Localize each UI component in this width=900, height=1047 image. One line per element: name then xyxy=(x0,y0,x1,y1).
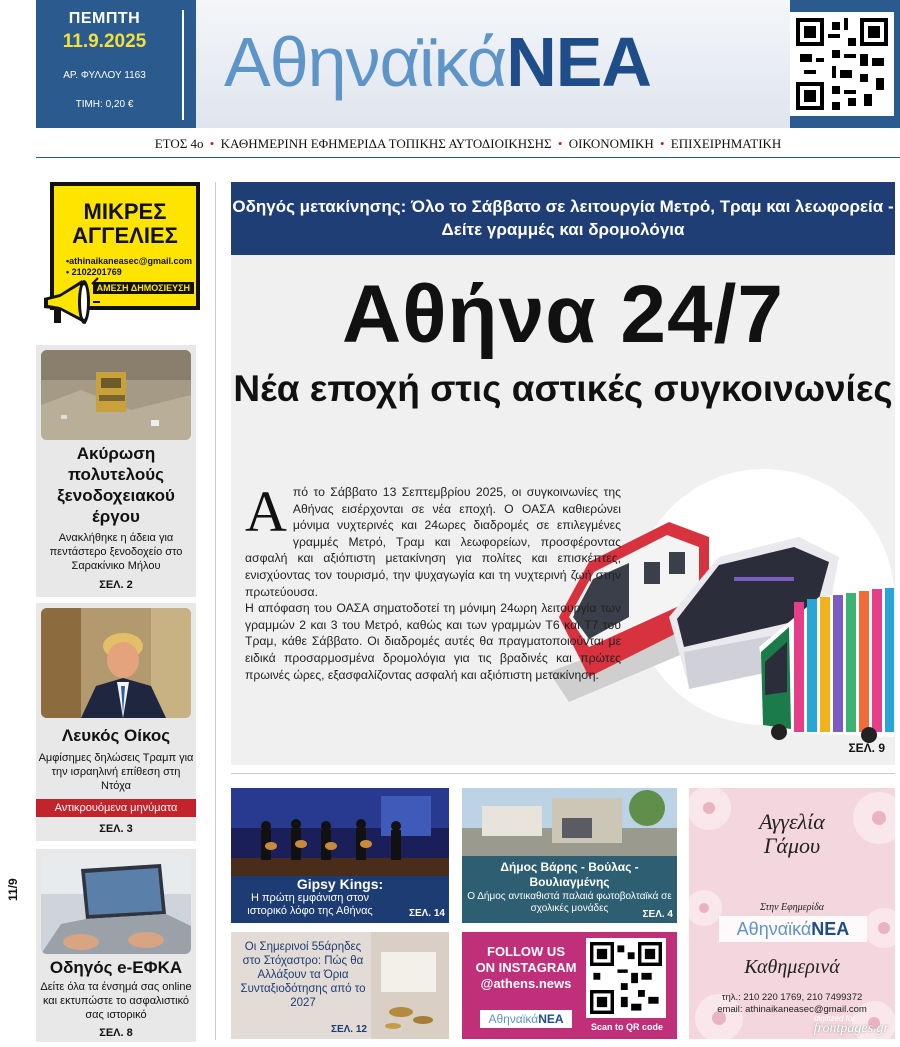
newspaper-logo[interactable] xyxy=(224,22,651,102)
wedding-logo xyxy=(719,916,867,942)
coins-photo xyxy=(371,932,449,1039)
wedding-email[interactable]: email: athinaikaneasec@gmail.com xyxy=(717,1004,867,1015)
lead-page: ΣΕΛ. 9 xyxy=(848,741,885,755)
pensions-text: Οι Σημερινοί 55άρηδες στο Στόχαστρο: Πώς θα Αλλάξουν τα Όρια Συνταξιοδότησης από το 2027 xyxy=(240,941,366,1009)
lead-body xyxy=(245,479,621,683)
issue-price: ΤΙΜΗ: 0,20 € xyxy=(75,99,134,110)
subline-description: ΚΑΘΗΜΕΡΙΝΗ ΕΦΗΜΕΡΙΔΑ ΤΟΠΙΚΗΣ ΑΥΤΟΔΙΟΙΚΗΣΗΣ xyxy=(220,136,552,151)
barcode-spine xyxy=(2,878,32,988)
wedding-intro: Στην Εφημερίδα xyxy=(759,902,825,913)
pensions-page: ΣΕΛ. 12 xyxy=(330,1024,367,1035)
wedding-title: Αγγελία Γάμου xyxy=(759,809,825,858)
side-story-dek: Δείτε όλα τα ένσημά σας online και εκτυπώστε το ασφαλιστικό σας ιστορικό xyxy=(40,981,192,1021)
lead-paragraph-1: πό το Σάββατο 13 Σεπτεμβρίου 2025, οι συγκοινωνίες της Αθήνας εισέρχονται σε νέα εποχή. Ο ΟΑΣΑ καθιερώνει μόνιμα νυχτερινές και 24ωρες διαδρομές σε επιλεγμένες γραμμές Μετρό, Τραμ και λεωφορείων, προσφέροντας ασφαλή και αξιόπιστη μετακίνηση για πολίτες και επισκέπτες, ενισχύοντας τον τουρισμό, την ψυχαγωγία και τη νυχτερινή ζωή στην πρωτεύουσα. xyxy=(245,485,621,599)
classifieds-title xyxy=(54,200,196,248)
gipsy-title: Gipsy Kings: xyxy=(296,876,384,892)
side-story-white-house[interactable] xyxy=(36,603,196,841)
mini-logo-thin: Αθηναϊκά xyxy=(488,1012,539,1026)
side-story-page: ΣΕΛ. 2 xyxy=(99,579,133,591)
spine-date: 11/9 xyxy=(6,878,20,901)
side-story-efka[interactable] xyxy=(36,849,196,1042)
side-story-dek: Αμφίσημες δηλώσεις Τραμπ για την ισραηλινή επίθεση στη Ντόχα xyxy=(38,752,194,792)
issue-day: ΠΕΜΠΤΗ xyxy=(68,10,141,27)
wedding-logo-bold: ΝΕΑ xyxy=(811,919,850,939)
instagram-handle[interactable]: @athens.news xyxy=(480,976,572,991)
hotel-photo xyxy=(41,350,191,440)
subline-separator: • xyxy=(209,136,215,151)
gipsy-page: ΣΕΛ. 14 xyxy=(408,908,445,919)
column-divider xyxy=(215,182,216,1040)
classifieds-title-line2: ΑΓΓΕΛΙΕΣ xyxy=(72,223,178,248)
issue-number: ΑΡ. ΦΥΛΛΟΥ 1163 xyxy=(63,70,146,81)
classifieds-title-line1: ΜΙΚΡΕΣ xyxy=(83,199,167,224)
lead-title: Αθήνα 24/7 xyxy=(341,269,785,360)
solar-panels-photo xyxy=(462,788,677,856)
wedding-daily: Καθημερινά xyxy=(744,956,840,978)
subline-year: ΕΤΟΣ 4ο xyxy=(154,136,204,151)
side-story-page: ΣΕΛ. 3 xyxy=(99,823,133,835)
classifieds-box[interactable] xyxy=(40,182,202,332)
side-story-headline: Ακύρωση πολυτελούς ξενοδοχειακού έργου xyxy=(57,444,175,526)
trump-photo xyxy=(41,608,191,718)
instagram-text xyxy=(468,944,584,992)
logo-bold-part: ΝΕΑ xyxy=(506,23,651,101)
subline-separator: • xyxy=(557,136,563,151)
side-story-page: ΣΕΛ. 8 xyxy=(99,1027,133,1039)
wedding-phones: τηλ.: 210 220 1769, 210 7499372 xyxy=(721,992,863,1003)
qr-code-icon[interactable] xyxy=(790,12,894,116)
vari-title: Δήμος Βάρης - Βούλας - Βουλιαγμένης xyxy=(500,860,639,889)
instagram-promo[interactable] xyxy=(462,932,677,1039)
story-pensions[interactable] xyxy=(231,932,449,1039)
lead-dropcap: Α xyxy=(245,479,287,544)
wedding-logo-thin: Αθηναϊκά xyxy=(736,919,812,939)
lead-banner[interactable]: Οδηγός μετακίνησης: Όλο το Σάββατο σε λειτουργία Μετρό, Τραμ και λεωφορεία - Δείτε γραμμές και δρομολόγια xyxy=(231,182,895,255)
wedding-ad[interactable] xyxy=(689,788,895,1039)
instagram-scan-label: Scan to QR code xyxy=(590,1022,663,1032)
laptop-photo xyxy=(41,854,191,954)
side-story-headline: Οδηγός e-ΕΦΚΑ xyxy=(49,958,183,977)
classifieds-tag: ΑΜΕΣΗ ΔΗΜΟΣΙΕΥΣΗ xyxy=(93,282,194,294)
subline-separator: • xyxy=(659,136,665,151)
side-story-headline: Λευκός Οίκος xyxy=(61,726,171,745)
side-story-tag: Αντικρουόμενα μηνύματα xyxy=(36,799,196,817)
logo-thin-part: Αθηναϊκά xyxy=(224,23,507,101)
instagram-logo xyxy=(480,1010,572,1028)
section-divider xyxy=(231,773,895,774)
side-story-dek: Ανακλήθηκε η άδεια για πεντάστερο ξενοδοχείο στο Σαρακίνικο Μήλου xyxy=(49,532,183,572)
side-story-hotel[interactable] xyxy=(36,345,196,597)
masthead-divider xyxy=(182,10,184,120)
subline-economic: ΟΙΚΟΝΟΜΙΚΗ xyxy=(568,136,654,151)
instagram-qr-icon[interactable] xyxy=(586,938,666,1018)
subline-business: ΕΠΙΧΕΙΡΗΜΑΤΙΚΗ xyxy=(670,136,782,151)
story-vari-voula[interactable] xyxy=(462,788,677,923)
classifieds-email: •athinaikaneasec@gmail.com xyxy=(66,256,192,266)
lead-paragraph-2: Η απόφαση του ΟΑΣΑ σηματοδοτεί τη μόνιμη 24ωρη λειτουργία των γραμμών 2 και 3 του Μετρό, καθώς και των γραμμών Τ6 και Τ7 του Τραμ, κάθε Σάββατο. Οι διαδρομές αυτές θα πραγματοποιούνται με ειδικά προσαρμοσμένα δρομολόγια για τις βραδινές και πρώτες πρωινές ώρες, εξασφαλίζοντας ασφαλή και αξιόπιστη μετακίνηση. xyxy=(245,601,621,682)
vari-page: ΣΕΛ. 4 xyxy=(642,909,673,920)
lead-story[interactable] xyxy=(231,255,895,765)
vari-dek: Ο Δήμος αντικαθιστά παλαιά φωτοβολταϊκά σε σχολικές μονάδες xyxy=(467,891,672,914)
concert-photo xyxy=(231,788,449,876)
story-gipsy-kings[interactable] xyxy=(231,788,449,923)
megaphone-icon xyxy=(40,274,100,330)
wedding-contact xyxy=(689,992,895,1016)
lead-subtitle: Νέα εποχή στις αστικές συγκοινωνίες xyxy=(233,368,893,409)
masthead xyxy=(36,0,900,128)
masthead-subline xyxy=(36,130,900,158)
mini-logo-bold: ΝΕΑ xyxy=(538,1012,564,1026)
date-block xyxy=(36,0,173,128)
watermark-small: digitized for xyxy=(814,1014,855,1023)
instagram-line2: ON INSTAGRAM xyxy=(475,960,577,975)
classifieds-phone: • 2102201769 xyxy=(66,267,122,277)
watermark: frontpages.gr xyxy=(813,1021,889,1036)
issue-date: 11.9.2025 xyxy=(62,31,147,52)
instagram-line1: FOLLOW US xyxy=(487,944,565,959)
logo-band xyxy=(196,0,790,128)
gipsy-dek: Η πρώτη εμφάνιση στον ιστορικό λόφο της Αθήνας xyxy=(247,892,373,917)
